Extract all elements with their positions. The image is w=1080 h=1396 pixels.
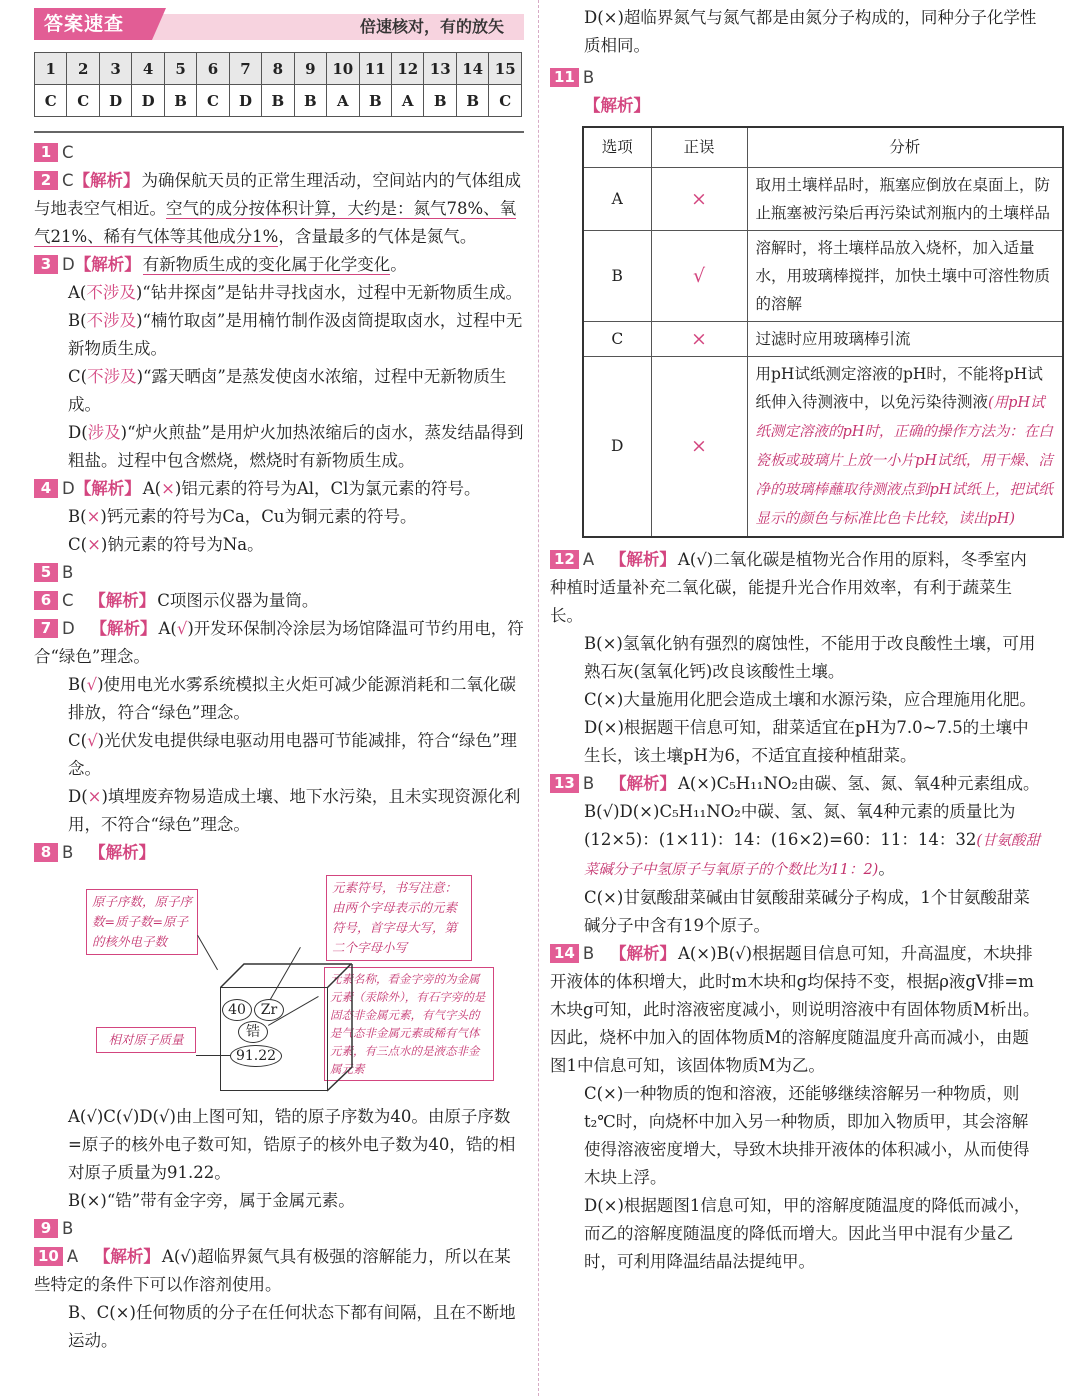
row-analysis: 取用土壤样品时，瓶塞应倒放在桌面上，防止瓶塞被污染后再污染试剂瓶内的土壤样品 xyxy=(747,167,1063,230)
opt-text: )铝元素的符号为Al，Cl为氯元素的符号。 xyxy=(174,479,481,498)
q13-text-3: C(×)甘氨酸甜菜碱由甘氨酸甜菜碱分子构成，1个甘氨酸甜菜碱分子中含有19个原子。 xyxy=(584,887,1030,935)
q-number: 6 xyxy=(34,591,58,610)
cube-element-name: 锆 xyxy=(238,1021,268,1043)
opt-verdict: 不涉及 xyxy=(86,311,137,330)
q2 xyxy=(34,167,524,251)
row-mark: × xyxy=(651,356,747,537)
q13-text-1: A(×)C₅H₁₁NO₂由碳、氢、氮、氧4种元素组成。 xyxy=(677,773,1040,793)
cube-atomic-mass: 91.22 xyxy=(230,1045,282,1067)
q14 xyxy=(550,940,1042,1080)
q7: 7 D 【解析】 A(√)开发环保制冷涂层为场馆降温可节约用电，符合“绿色”理念。 xyxy=(34,619,524,666)
analysis-tag: 【解析】 xyxy=(74,255,141,274)
q-answer: A xyxy=(66,1247,79,1266)
arrow-to-mass xyxy=(196,1055,230,1056)
q8-text-2: B(×)“锆”带有金字旁，属于金属元素。 xyxy=(68,1191,355,1210)
element-cell-diagram xyxy=(34,875,524,1097)
q12-text-1: A(√)二氧化碳是植物光合作用的原料，冬季室内种植时适量补充二氧化碳，能提升光合作用效率，有利于蔬菜生长。 xyxy=(550,549,1027,625)
answer-number-cell: 13 xyxy=(424,53,456,85)
analysis-tag: 【解析】 xyxy=(89,591,156,610)
cube-symbol: Zr xyxy=(254,999,284,1021)
answer-letter-cell: D xyxy=(99,85,131,117)
answer-number-cell: 14 xyxy=(456,53,488,85)
q10-text-2: B、C(×)任何物质的分子在任何状态下都有间隔，且在不断地运动。 xyxy=(68,1303,516,1350)
row-analysis-text: 用pH试纸测定溶液的pH时，不能将pH试纸伸入待测液中，以免污染待测液 xyxy=(755,364,1043,411)
q14-text-2: C(×)一种物质的饱和溶液，还能够继续溶解另一种物质，则t₂℃时，向烧杯中加入另一种物质，即加入物质甲，其会溶解使得溶液密度增大，导致木块排开液体的体积减小，从而使得木块上浮。 xyxy=(584,1083,1030,1187)
opt-text: )“楠竹取卤”是用楠竹制作汲卤筒提取卤水，过程中无新物质生成。 xyxy=(68,311,523,358)
q7-option-b: B(√)使用电光水雾系统模拟主火炬可减少能源消耗和二氧化碳排放，符合“绿色”理念。 xyxy=(68,675,517,722)
element-name-note: 元素名称，看金字旁的为金属元素（汞除外），有石字旁的是固态非金属元素，有气字头的是气态非金属元素或稀有气体元素，有三点水的是液态非金属元素 xyxy=(324,967,494,1081)
separator xyxy=(34,131,524,133)
question-number-row xyxy=(35,53,522,85)
q14-text-1: A(×)B(√)根据题目信息可知，升高温度，木块排开液体的体积增大，此时m木块和g均保持不变，根据ρ液gV排=m木块g可知，此时溶液密度减小，则说明溶液中有固体物质M析出。因此，烧杯中加入的固体物质M的溶解度随温度升高而减小，由题图1中信息可知，该固体物质M为乙。 xyxy=(550,943,1040,1075)
q3-option-a xyxy=(34,279,524,307)
q-number: 10 xyxy=(34,1247,63,1266)
column-divider xyxy=(538,0,539,1396)
q-number: 9 xyxy=(34,1219,58,1238)
answer-letter-cell: B xyxy=(359,85,391,117)
q3: 3 D【解析】 有新物质生成的变化属于化学变化。 xyxy=(34,251,524,279)
row-option: C xyxy=(583,321,651,356)
q7-option-d: D(×)填埋废弃物易造成土壤、地下水污染，且未实现资源化利用，不符合“绿色”理念。 xyxy=(68,787,521,834)
q2-text: 为确保航天员的正常生理活动，空间站内的气体组成与地表空气相近。 xyxy=(34,171,522,218)
analysis-tag: 【解析】 xyxy=(584,96,650,115)
row-mark: × xyxy=(651,321,747,356)
analysis-tag: 【解析】 xyxy=(74,479,141,498)
q3-option-b xyxy=(34,307,524,363)
answer-letter-cell: B xyxy=(424,85,456,117)
answer-number-cell: 1 xyxy=(35,53,67,85)
q-number: 8 xyxy=(34,843,58,862)
answer-letter-cell: B xyxy=(164,85,196,117)
arrow-to-number xyxy=(197,935,218,970)
q-number: 4 xyxy=(34,479,58,498)
q-answer: B xyxy=(62,563,74,582)
q3-option-d xyxy=(34,419,524,475)
answer-number-cell: 4 xyxy=(132,53,164,85)
row-mark: × xyxy=(651,167,747,230)
q4-option-c xyxy=(34,531,524,559)
q-answer: C xyxy=(62,591,74,610)
row-analysis xyxy=(747,356,1063,537)
q8-text-1: A(√)C(√)D(√)由上图可知，锆的原子序数为40。由原子序数=原子的核外电子数可知，锆原子的核外电子数为40，锆的相对原子质量为91.22。 xyxy=(68,1107,516,1182)
opt-label: A( xyxy=(142,479,162,498)
q13 xyxy=(550,770,1042,798)
q-answer: C xyxy=(62,171,74,190)
row-mark: √ xyxy=(651,230,747,321)
cube-side-face xyxy=(326,963,354,1093)
header-subtitle: 倍速核对，有的放矢 xyxy=(359,17,504,36)
opt-verdict: 不涉及 xyxy=(87,367,137,386)
analysis-tag: 【解析】 xyxy=(89,843,156,862)
q-answer: B xyxy=(62,1219,74,1238)
answer-letter-cell: A xyxy=(327,85,359,117)
q11 xyxy=(550,64,1042,92)
answer-number-cell: 9 xyxy=(294,53,326,85)
opt-text: )“露天晒卤”是蒸发使卤水浓缩，过程中无新物质生成。 xyxy=(68,367,507,414)
col-header: 分析 xyxy=(747,127,1063,167)
row-analysis: 溶解时，将土壤样品放入烧杯，加入适量水，用玻璃棒搅拌，加快土壤中可溶性物质的溶解 xyxy=(747,230,1063,321)
q-number: 7 xyxy=(34,619,58,638)
row-option: B xyxy=(583,230,651,321)
answer-letter-cell: D xyxy=(229,85,261,117)
q13-text-2-end: 。 xyxy=(878,858,895,878)
opt-label: D( xyxy=(68,423,88,442)
atomic-number-note: 原子序数，原子序数=质子数=原子的核外电子数 xyxy=(86,889,198,955)
table-row xyxy=(583,230,1063,321)
answer-number-cell: 7 xyxy=(229,53,261,85)
q10 xyxy=(34,1243,524,1299)
answer-letter-cell: C xyxy=(197,85,229,117)
answer-number-cell: 10 xyxy=(327,53,359,85)
q-number: 1 xyxy=(34,143,58,162)
answer-number-cell: 15 xyxy=(489,53,522,85)
q8 xyxy=(34,839,524,867)
left-column xyxy=(34,0,524,1355)
q-answer: D xyxy=(62,479,75,498)
answer-number-cell: 2 xyxy=(67,53,99,85)
q7-option-c: C(√)光伏发电提供绿电驱动用电器可节能减排，符合“绿色”理念。 xyxy=(68,731,517,778)
analysis-tag: 【解析】 xyxy=(93,1247,160,1266)
header-title: 答案速查 xyxy=(34,8,152,40)
q12-text-2: B(×)氢氧化钠有强烈的腐蚀性，不能用于改良酸性土壤，可用熟石灰(氢氧化钙)改良该酸性土壤。 xyxy=(584,633,1036,681)
answer-letter-cell: B xyxy=(294,85,326,117)
opt-verdict: √ xyxy=(87,731,98,750)
q4 xyxy=(34,475,524,503)
analysis-tag: 【解析】 xyxy=(90,619,157,638)
q3-option-c xyxy=(34,363,524,419)
answer-number-cell: 5 xyxy=(164,53,196,85)
opt-text: )“钻井探卤”是钻井寻找卤水，过程中无新物质生成。 xyxy=(135,283,523,302)
table-row xyxy=(583,321,1063,356)
opt-verdict: × xyxy=(87,535,101,554)
analysis-tag: 【解析】 xyxy=(609,773,676,793)
opt-verdict: 涉及 xyxy=(87,423,121,442)
handwritten-note: (甘氨酸甜菜碱分子中氢原子与氧原子的个数比为11：2) xyxy=(584,832,1041,878)
q-answer: D xyxy=(62,619,75,638)
opt-text: )“炉火煎盐”是用炉火加热浓缩后的卤水，蒸发结晶得到粗盐。过程中包含燃烧，燃烧时有新物质生成。 xyxy=(68,423,524,470)
opt-label: A( xyxy=(68,283,87,302)
row-option: D xyxy=(583,356,651,537)
q-number: 11 xyxy=(550,68,579,87)
answer-letter-cell: A xyxy=(392,85,424,117)
opt-label: B( xyxy=(68,507,87,526)
answer-number-cell: 8 xyxy=(262,53,294,85)
q-answer: A xyxy=(582,549,595,569)
opt-label: C( xyxy=(68,535,88,554)
table-row xyxy=(583,167,1063,230)
opt-text: )使用电光水雾系统模拟主火炬可减少能源消耗和二氧化碳排放，符合“绿色”理念。 xyxy=(68,675,517,722)
q13-text-2 xyxy=(550,798,1042,884)
q11-tag xyxy=(550,92,1042,120)
analysis-tag: 【解析】 xyxy=(609,549,676,569)
analysis-tag: 【解析】 xyxy=(609,943,676,963)
analysis-tag: 【解析】 xyxy=(73,171,140,190)
q12-text-3: C(×)大量施用化肥会造成土壤和水源污染，应合理施用化肥。 xyxy=(584,689,1036,709)
opt-verdict: × xyxy=(86,507,101,526)
answer-number-cell: 11 xyxy=(359,53,391,85)
opt-text: )钠元素的符号为Na。 xyxy=(100,535,264,554)
opt-text: )钙元素的符号为Ca，Cu为铜元素的符号。 xyxy=(100,507,417,526)
right-column xyxy=(550,0,1053,1276)
opt-verdict: × xyxy=(161,479,175,498)
q-answer: D xyxy=(62,255,75,274)
symbol-note: 元素符号，书写注意：由两个字母表示的元素符号，首字母大写，第二个字母小写 xyxy=(326,875,472,961)
answer-number-cell: 12 xyxy=(392,53,424,85)
q9 xyxy=(34,1215,524,1243)
opt-label: B( xyxy=(68,311,87,330)
atomic-mass-note: 相对原子质量 xyxy=(96,1027,196,1053)
q-number: 3 xyxy=(34,255,58,274)
answer-letter-cell: D xyxy=(132,85,164,117)
opt-text: )填埋废弃物易造成土壤、地下水污染，且未实现资源化利用，不符合“绿色”理念。 xyxy=(68,787,521,834)
answer-letter-cell: C xyxy=(35,85,67,117)
q6 xyxy=(34,587,524,615)
q-answer: B xyxy=(582,68,595,87)
row-option: A xyxy=(583,167,651,230)
col-header: 选项 xyxy=(583,127,651,167)
q-answer: B xyxy=(582,773,595,793)
q-number: 2 xyxy=(34,171,58,190)
opt-verdict: × xyxy=(87,787,102,806)
opt-verdict: 不涉及 xyxy=(86,283,136,302)
answer-key-table xyxy=(34,52,522,117)
q14-text-3: D(×)根据题图1信息可知，甲的溶解度随温度的降低而减小，而乙的溶解度随温度的降低而增大。因此当甲中混有少量乙时，可利用降温结晶法提纯甲。 xyxy=(584,1195,1031,1271)
q3-key-point: 有新物质生成的变化属于化学变化 xyxy=(142,255,391,274)
q-number: 5 xyxy=(34,563,58,582)
opt-verdict: √ xyxy=(86,675,98,694)
q5 xyxy=(34,559,524,587)
q12-text-4: D(×)根据题干信息可知，甜菜适宜在pH为7.0~7.5的土壤中生长，该土壤pH为6，不适宜直接种植甜菜。 xyxy=(584,717,1029,765)
answer-letter-cell: C xyxy=(67,85,99,117)
q-number: 13 xyxy=(550,774,579,793)
table-row xyxy=(583,356,1063,537)
answer-row xyxy=(35,85,522,117)
q10-text-3: D(×)超临界氮气与氮气都是由氮分子构成的，同种分子化学性质相同。 xyxy=(584,8,1037,55)
cube-atomic-number: 40 xyxy=(222,999,252,1021)
handwritten-note: (用pH试纸测定溶液的pH时，正确的操作方法为：在白瓷板或玻璃片上放一小片pH试纸，用干燥、洁净的玻璃棒蘸取待测液点到pH试纸上，把试纸显示的颜色与标准比色卡比较，读出pH) xyxy=(755,394,1053,527)
opt-verdict: √ xyxy=(176,619,188,638)
q10-text-1: A(√)超临界氮气具有极强的溶解能力，所以在某些特定的条件下可以作溶剂使用。 xyxy=(34,1247,511,1294)
q11-analysis-table xyxy=(582,126,1064,538)
opt-text: )开发环保制冷涂层为场馆降温可节约用电，符合“绿色”理念。 xyxy=(34,619,524,666)
q-answer: C xyxy=(62,143,74,162)
q-answer: B xyxy=(582,943,595,963)
q-answer: B xyxy=(62,843,74,862)
answer-letter-cell: C xyxy=(489,85,522,117)
q12 xyxy=(550,546,1042,630)
q1 xyxy=(34,139,524,167)
q13-text-2-body: B(√)D(×)C₅H₁₁NO₂中碳、氢、氮、氧4种元素的质量比为(12×5)：(1×11)：14：(16×2)=60：11：14：32 xyxy=(584,801,1016,849)
q2-text-end: ，含量最多的气体是氮气。 xyxy=(278,227,477,246)
q4-option-b xyxy=(34,503,524,531)
col-header: 正误 xyxy=(651,127,747,167)
table-header-row xyxy=(583,127,1063,167)
q6-text: C项图示仪器为量筒。 xyxy=(157,591,319,610)
q-number: 12 xyxy=(550,550,579,569)
answer-header xyxy=(34,4,524,44)
opt-text: )光伏发电提供绿电驱动用电器可节能减排，符合“绿色”理念。 xyxy=(68,731,517,778)
answer-letter-cell: B xyxy=(456,85,488,117)
row-analysis: 过滤时应用玻璃棒引流 xyxy=(747,321,1063,356)
answer-number-cell: 6 xyxy=(197,53,229,85)
q-number: 14 xyxy=(550,944,579,963)
answer-letter-cell: B xyxy=(262,85,294,117)
opt-label: C( xyxy=(68,367,88,386)
q2-key-point: 空气的成分按体积计算，大约是：氮气78%、氧气21%、稀有气体等其他成分1% xyxy=(34,199,517,246)
answer-number-cell: 3 xyxy=(99,53,131,85)
